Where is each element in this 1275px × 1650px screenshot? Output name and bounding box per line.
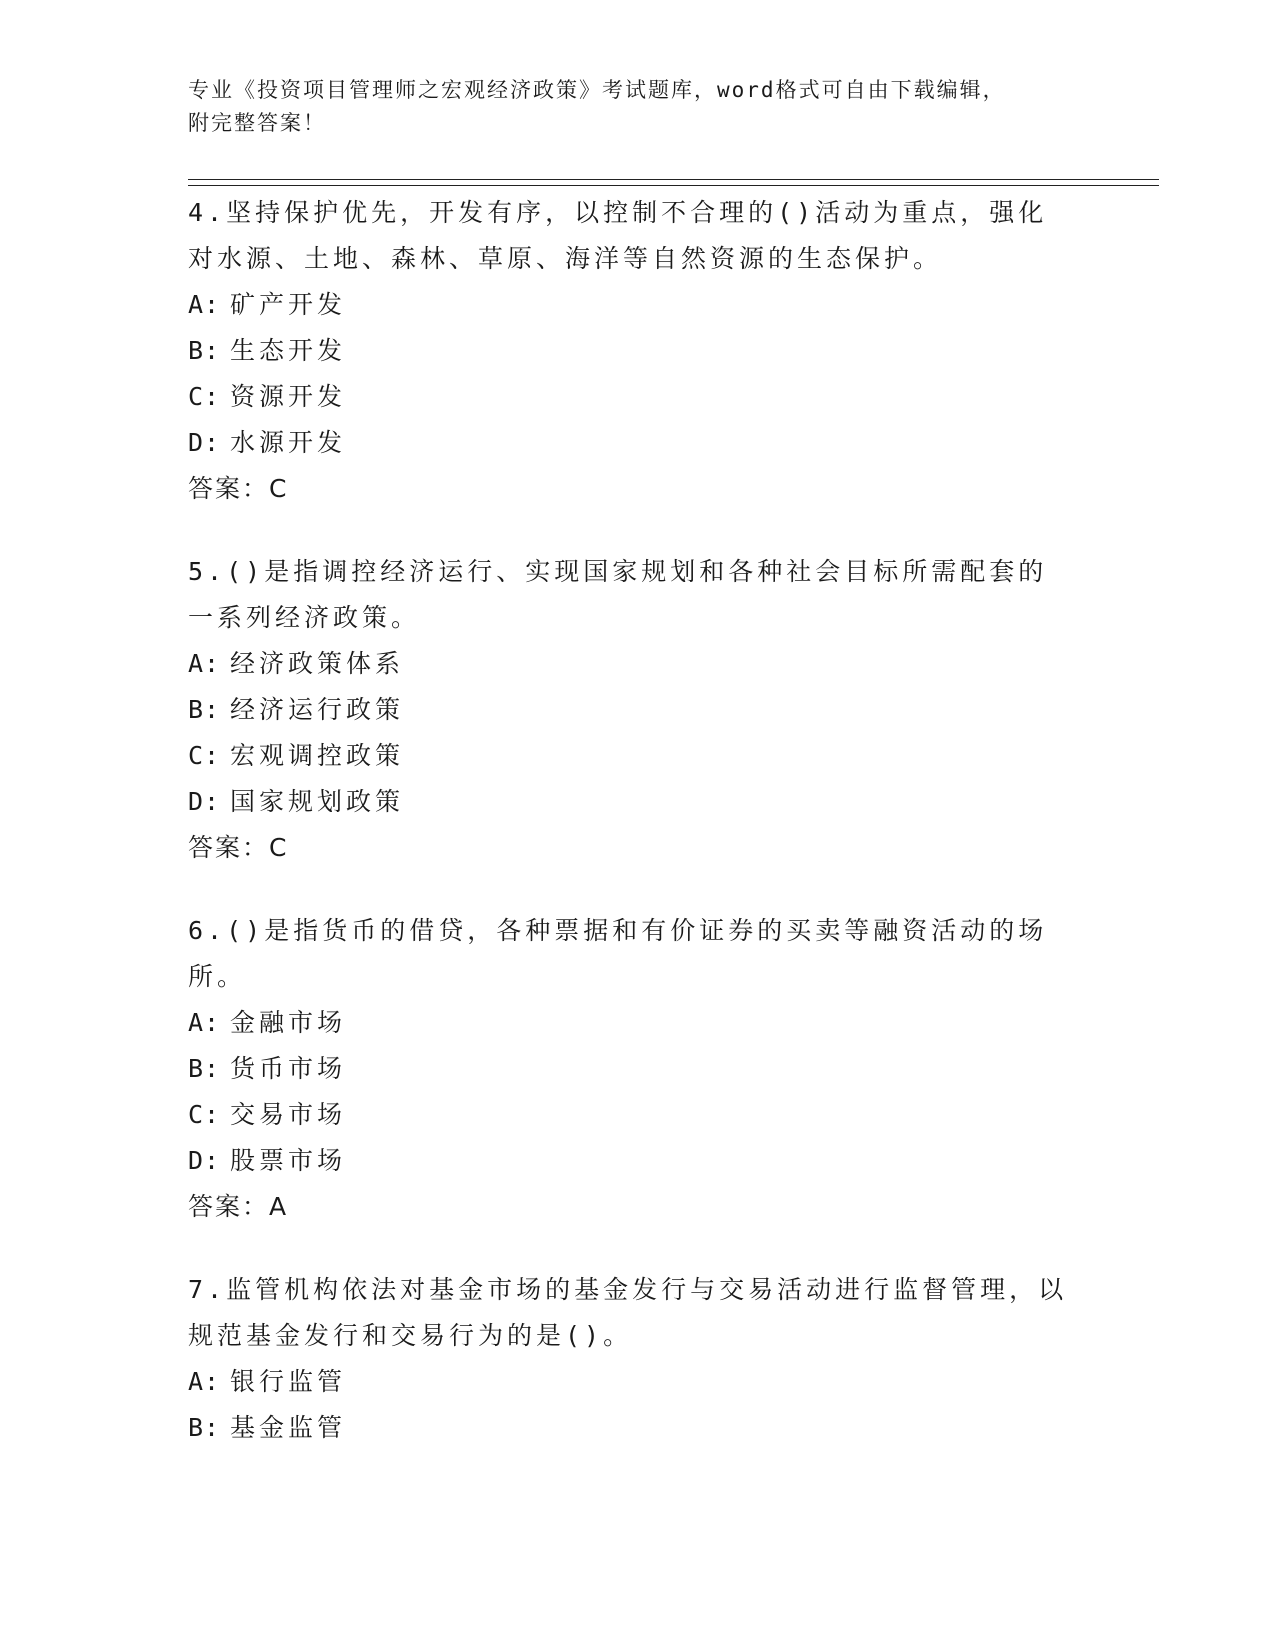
- question-6: [188, 908, 1068, 1230]
- option-text: 银行监管: [230, 1367, 347, 1396]
- option-letter: D:: [188, 1146, 221, 1175]
- option-a: [188, 282, 1068, 328]
- option-letter: A:: [188, 290, 221, 319]
- answer-line: 答案：C: [188, 833, 289, 862]
- option-b: [188, 1405, 1068, 1451]
- option-b: [188, 328, 1068, 374]
- option-text: 经济运行政策: [230, 695, 405, 724]
- option-letter: C:: [188, 1100, 221, 1129]
- option-letter: A:: [188, 1008, 221, 1037]
- header-line-2: 附完整答案！: [188, 111, 326, 135]
- option-letter: C:: [188, 382, 221, 411]
- option-text: 基金监管: [230, 1413, 347, 1442]
- document-header: [188, 74, 1088, 140]
- question-text: 5.()是指调控经济运行、实现国家规划和各种社会目标所需配套的一系列经济政策。: [188, 557, 1048, 632]
- option-text: 金融市场: [230, 1008, 347, 1037]
- option-d: [188, 420, 1068, 466]
- option-text: 股票市场: [230, 1146, 347, 1175]
- option-a: [188, 1359, 1068, 1405]
- option-c: [188, 733, 1068, 779]
- question-text: 7.监管机构依法对基金市场的基金发行与交易活动进行监督管理，以规范基金发行和交易行为的是()。: [188, 1275, 1068, 1350]
- question-list: [188, 190, 1068, 1488]
- option-c: [188, 374, 1068, 420]
- option-c: [188, 1092, 1068, 1138]
- option-letter: D:: [188, 787, 221, 816]
- option-letter: B:: [188, 336, 221, 365]
- question-7: [188, 1267, 1068, 1451]
- option-letter: C:: [188, 741, 221, 770]
- header-divider-top: [188, 179, 1159, 180]
- option-d: [188, 1138, 1068, 1184]
- question-text: 4.坚持保护优先，开发有序，以控制不合理的()活动为重点，强化对水源、土地、森林、草原、海洋等自然资源的生态保护。: [188, 198, 1048, 273]
- option-text: 交易市场: [230, 1100, 347, 1129]
- option-b: [188, 687, 1068, 733]
- question-text: 6.()是指货币的借贷，各种票据和有价证券的买卖等融资活动的场所。: [188, 916, 1048, 991]
- option-text: 矿产开发: [230, 290, 347, 319]
- option-letter: B:: [188, 1054, 221, 1083]
- option-d: [188, 779, 1068, 825]
- option-b: [188, 1046, 1068, 1092]
- option-letter: B:: [188, 1413, 221, 1442]
- header-divider-bottom: [188, 185, 1159, 186]
- option-letter: D:: [188, 428, 221, 457]
- option-a: [188, 1000, 1068, 1046]
- question-4: [188, 190, 1068, 512]
- header-line-1: 专业《投资项目管理师之宏观经济政策》考试题库，word格式可自由下载编辑，: [188, 78, 1006, 102]
- option-letter: A:: [188, 649, 221, 678]
- option-letter: B:: [188, 695, 221, 724]
- option-text: 水源开发: [230, 428, 347, 457]
- answer-line: 答案：A: [188, 1192, 289, 1221]
- question-5: [188, 549, 1068, 871]
- answer-line: 答案：C: [188, 474, 289, 503]
- option-text: 国家规划政策: [230, 787, 405, 816]
- option-text: 宏观调控政策: [230, 741, 405, 770]
- option-a: [188, 641, 1068, 687]
- option-text: 生态开发: [230, 336, 347, 365]
- option-letter: A:: [188, 1367, 221, 1396]
- option-text: 经济政策体系: [230, 649, 405, 678]
- option-text: 资源开发: [230, 382, 347, 411]
- option-text: 货币市场: [230, 1054, 347, 1083]
